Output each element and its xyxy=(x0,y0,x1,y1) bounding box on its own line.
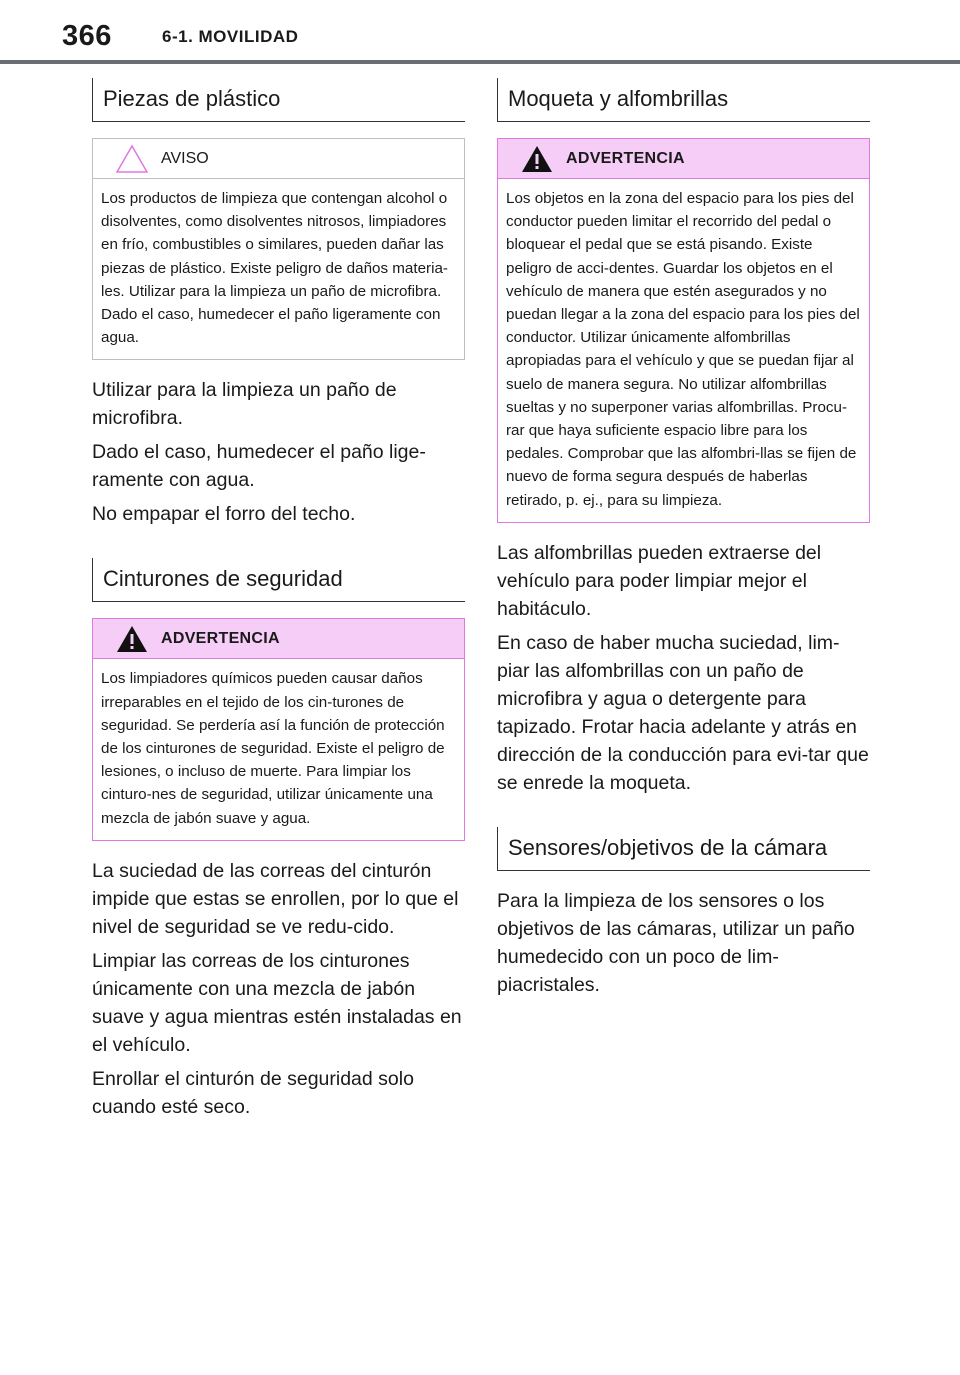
section-heading-seatbelts: Cinturones de seguridad xyxy=(92,558,465,602)
paragraph: No empapar el forro del techo. xyxy=(92,503,356,526)
notice-label: AVISO xyxy=(161,149,209,167)
paragraph: En caso de haber mucha suciedad, lim-piar las alfombrillas con un paño de microfibra y agua o detergente para tapizado. Frotar hacia adelante y atrás en dirección de la conducción para evi-tar que se enrede la moqueta. xyxy=(497,631,869,794)
paragraph: Para la limpieza de los sensores o los objetivos de las cámaras, utilizar un paño humedecido con un poco de lim-piacristales. xyxy=(497,889,855,996)
right-column xyxy=(497,78,870,1005)
warning-text: Los limpiadores químicos pueden causar daños irreparables en el tejido de los cin-turones de seguridad. Se perdería así la función de protección de los cinturones de seguridad. Existe el peligro de lesiones, o incluso de muerte. Para limpiar los cinturo-nes de seguridad, utilizar únicamente una mezcla de jabón suave y agua. xyxy=(93,659,464,839)
warning-label: ADVERTENCIA xyxy=(161,629,280,647)
paragraph: Dado el caso, humedecer el paño lige-ramente con agua. xyxy=(92,441,426,492)
notice-box xyxy=(92,138,465,360)
notice-text: Los productos de limpieza que contengan alcohol o disolventes, como disolventes nitrosos, limpiadores en frío, combustibles o similares, pueden dañar las piezas de plástico. Existe peligro de daños materia-les. Utilizar para la limpieza un paño de microfibra. Dado el caso, humedecer el paño ligeramente con agua. xyxy=(101,190,448,347)
warning-label: ADVERTENCIA xyxy=(566,149,685,167)
paragraph: Enrollar el cinturón de seguridad solo cuando esté seco. xyxy=(92,1067,414,1118)
notice-header xyxy=(93,139,464,179)
warning-icon xyxy=(520,144,554,174)
header-rule xyxy=(0,60,960,64)
paragraph: Utilizar para la limpieza un paño de microfibra. xyxy=(92,379,397,430)
section-heading-plastic: Piezas de plástico xyxy=(92,78,465,122)
section-heading-carpet: Moqueta y alfombrillas xyxy=(497,78,870,122)
page-number: 366 xyxy=(62,20,112,52)
paragraph: Las alfombrillas pueden extraerse del vehículo para poder limpiar mejor el habitáculo. xyxy=(497,541,822,620)
warning-icon xyxy=(115,624,149,654)
chapter-title: 6-1. MOVILIDAD xyxy=(162,27,299,46)
left-column xyxy=(92,78,465,1127)
warning-header xyxy=(498,139,869,179)
paragraph: Limpiar las correas de los cinturones únicamente con una mezcla de jabón suave y agua mientras estén instaladas en el vehículo. xyxy=(92,949,462,1056)
warning-box xyxy=(497,138,870,523)
paragraph: La suciedad de las correas del cinturón impide que estas se enrollen, por lo que el nivel de seguridad se ve redu-cido. xyxy=(92,859,459,938)
warning-text: Los objetos en la zona del espacio para los pies del conductor pueden limitar el recorrido del pedal o bloquear el pedal que se está pisando. Existe peligro de acci-dentes. Guardar los objetos en el vehículo de manera que estén asegurados y no puedan llegar a la zona del espacio para los pies del conductor. Utilizar únicamente alfombrillas apropiadas para el vehículo y que se puedan fijar al suelo de manera segura. No utilizar alfombrillas sueltas y no superponer varias alfombrillas. Procu-rar que haya suficiente espacio libre para los pedales. Comprobar que las alfombri-llas se fijen de nuevo de forma segura después de haberlas retirado, p. ej., para su limpieza. xyxy=(498,179,869,522)
warning-box xyxy=(92,618,465,840)
warning-header xyxy=(93,619,464,659)
section-heading-sensors: Sensores/objetivos de la cámara xyxy=(497,827,870,871)
caution-outline-icon xyxy=(115,144,149,174)
